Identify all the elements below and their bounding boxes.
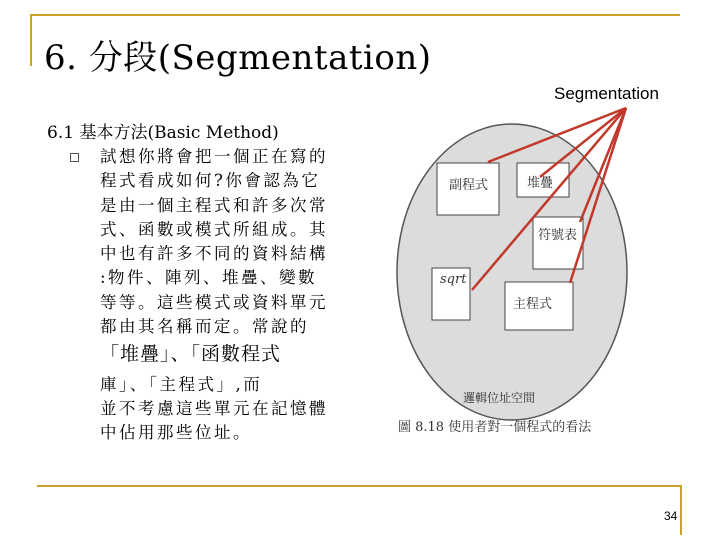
address-space-label: 邏輯位址空間 bbox=[463, 391, 536, 405]
body-line: 庫」、「主程式」,而 bbox=[100, 374, 263, 394]
body-line-emphasis: 「堆疊」、「函數程式 bbox=[100, 343, 282, 366]
label-sqrt: sqrt bbox=[440, 272, 467, 287]
segmentation-label: Segmentation bbox=[554, 84, 659, 103]
body-line: 式、函數或模式所組成。其 bbox=[100, 219, 328, 239]
slide-title: 6. 分段(Segmentation) bbox=[44, 38, 432, 78]
label-subroutine: 副程式 bbox=[449, 178, 489, 193]
section-heading: 6.1 基本方法(Basic Method) bbox=[47, 123, 279, 143]
body-line: 試想你將會把一個正在寫的 bbox=[100, 147, 328, 166]
body-line: 等等。這些模式或資料單元 bbox=[100, 292, 328, 312]
figure-caption: 圖 8.18 使用者對一個程式的看法 bbox=[398, 420, 592, 435]
page-number: 34 bbox=[664, 509, 678, 523]
body-line: 是由一個主程式和許多次常 bbox=[100, 195, 328, 215]
body-line: :物件、陣列、堆疊、變數 bbox=[100, 268, 318, 288]
label-main-program: 主程式 bbox=[513, 297, 553, 312]
body-line: 都由其名稱而定。常說的 bbox=[100, 317, 309, 337]
label-symbol-table: 符號表 bbox=[538, 228, 578, 243]
body-line: 程式看成如何?你會認為它 bbox=[100, 171, 321, 191]
label-stack: 堆疊 bbox=[527, 176, 554, 191]
body-line: 並不考慮這些單元在記憶體 bbox=[100, 398, 328, 418]
body-line: 中也有許多不同的資料結構 bbox=[100, 244, 328, 264]
body-line: 中佔用那些位址。 bbox=[100, 423, 252, 443]
